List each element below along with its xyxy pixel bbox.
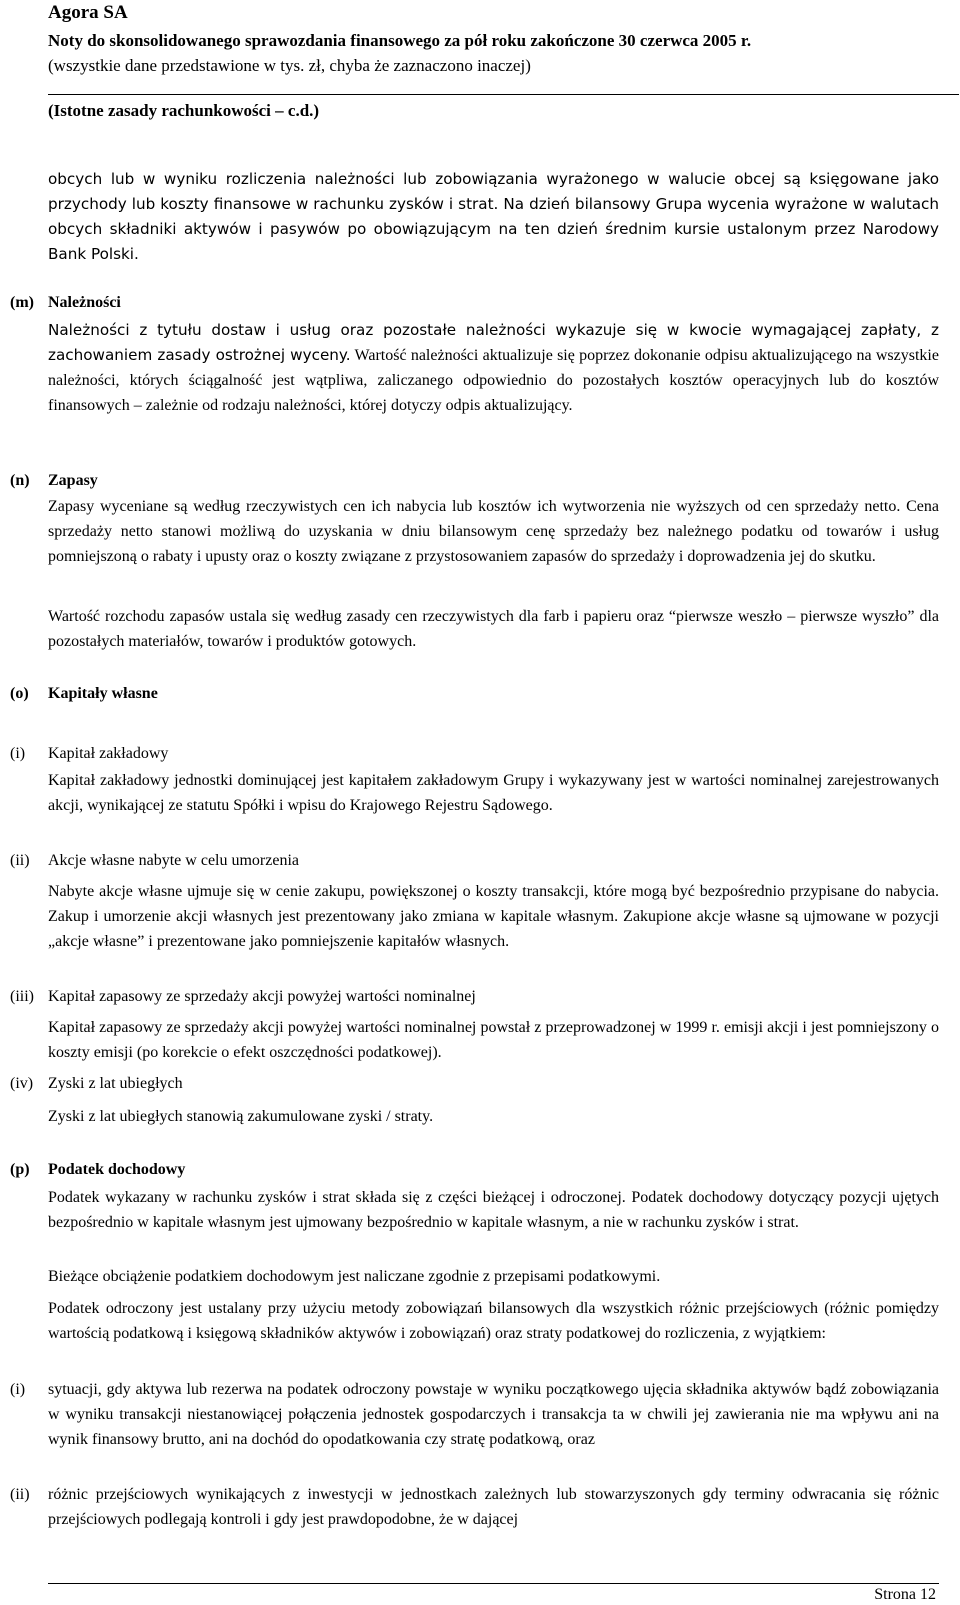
section-o-item-3-title: Kapitał zapasowy ze sprzedaży akcji powyżej wartości nominalnej [48, 988, 476, 1005]
section-p-heading: Podatek dochodowy [48, 1161, 186, 1178]
section-o-item-2-title: Akcje własne nabyte w celu umorzenia [48, 852, 300, 869]
section-o-item-1-label: (i) [10, 745, 26, 762]
section-n-paragraph-2: Wartość rozchodu zapasów ustala się według zasady cen rzeczywistych dla farb i papieru oraz “pierwsze weszło – pierwsze wyszło” dla pozostałych materiałów, towarów i produktów gotowych. [48, 608, 939, 650]
section-p-item-1-label: (i) [10, 1381, 26, 1398]
section-o-item-4-text: Zyski z lat ubiegłych stanowią zakumulowane zyski / straty. [48, 1108, 434, 1125]
section-o-item-1-title: Kapitał zakładowy [48, 745, 169, 762]
section-o-item-3-text: Kapitał zapasowy ze sprzedaży akcji powyżej wartości nominalnej powstał z przeprowadzonej w 1999 r. emisji akcji i jest pomniejszony o koszty emisji (po korekcie o efekt oszczędności podatkowej). [48, 1019, 939, 1061]
section-title: (Istotne zasady rachunkowości – c.d.) [48, 101, 320, 120]
section-o-item-1-text: Kapitał zakładowy jednostki dominującej jest kapitałem zakładowym Grupy i wykazywany jest w wartości nominalnej zarejestrowanych akcji, wynikającej ze statutu Spółki i wpisu do Krajowego Rejestru Sądowego. [48, 772, 939, 814]
section-n-heading: Zapasy [48, 472, 98, 489]
section-n-paragraph-1: Zapasy wyceniane są według rzeczywistych cen ich nabycia lub kosztów ich wytworzenia nie wyższych od cen sprzedaży netto. Cena sprzedaży netto stanowi możliwą do uzyskania w dniu bilansowym cenę sprzedaży bez należnego podatku od towarów i usług pomniejszoną o rabaty i upusty oraz o koszty związane z przystosowaniem zapasów do sprzedaży i doprowadzenia jej do skutku. [48, 498, 939, 565]
company-name: Agora SA [48, 2, 128, 23]
section-p-item-2-text: różnic przejściowych wynikających z inwestycji w jednostkach zależnych lub stowarzyszonych gdy terminy odwracania się różnic przejściowych podlegają kontroli i gdy jest prawdopodobne, że w dającej [48, 1486, 939, 1528]
document-title: Noty do skonsolidowanego sprawozdania finansowego za pół roku zakończone 30 czerwca 2005 r. [48, 31, 752, 50]
section-p-item-1-text: sytuacji, gdy aktywa lub rezerwa na podatek odroczony powstaje w wyniku początkowego ujęcia składnika aktywów bądź zobowiązania w wyniku transakcji niestanowiącej połączenia jednostek gospodarczych i transakcja ta w chwili jej zawierania nie ma wpływu ani na wynik finansowy brutto, ani na dochód do opodatkowania czy stratę podatkową, oraz [48, 1381, 939, 1448]
section-m-paragraph-part1: Należności z tytułu dostaw i usług oraz pozostałe należności wykazuje się w kwocie wymagającej zapłaty, z zachowaniem zasady ostrożnej wyceny. [48, 321, 939, 364]
section-m-paragraph [48, 318, 939, 418]
section-m-paragraph-part2: Wartość należności aktualizuje się poprzez dokonanie odpisu aktualizującego na wszystkie należności, których ściągalność jest wątpliwa, zaliczanego odpowiednio do pozostałych kosztów operacyjnych lub do kosztów finansowych – zależnie od rodzaju należności, której dotyczy odpis aktualizujący. [48, 347, 939, 414]
document-subtitle: (wszystkie dane przedstawione w tys. zł, chyba że zaznaczono inaczej) [48, 56, 531, 75]
section-p-paragraph-1: Podatek wykazany w rachunku zysków i strat składa się z części bieżącej i odroczonej. Podatek dochodowy dotyczący pozycji ujętych bezpośrednio w kapitale własnym jest ujmowany bezpośrednio w kapitale własnym, a nie w rachunku zysków i strat. [48, 1189, 939, 1231]
footer-divider [48, 1583, 939, 1584]
section-p-paragraph-2: Bieżące obciążenie podatkiem dochodowym jest naliczane zgodnie z przepisami podatkowymi. [48, 1268, 661, 1285]
section-o-item-3-label: (iii) [10, 988, 34, 1005]
section-n-label: (n) [10, 472, 30, 489]
section-m-heading: Należności [48, 294, 121, 311]
section-o-item-4-title: Zyski z lat ubiegłych [48, 1075, 183, 1092]
header-divider [48, 94, 959, 95]
section-o-item-4-label: (iv) [10, 1075, 34, 1092]
section-m-label: (m) [10, 294, 34, 311]
page-number: Strona 12 [874, 1586, 936, 1603]
intro-paragraph: obcych lub w wyniku rozliczenia należności lub zobowiązania wyrażonego w walucie obcej są księgowane jako przychody lub koszty finansowe w rachunku zysków i strat. Na dzień bilansowy Grupa wycenia wyrażone w walutach obcych składniki aktywów i pasywów po obowiązującym na ten dzień średnim kursie ustalonym przez Narodowy Bank Polski. [48, 170, 939, 263]
section-p-label: (p) [10, 1161, 30, 1178]
section-o-label: (o) [10, 685, 29, 702]
section-o-item-2-label: (ii) [10, 852, 30, 869]
section-p-item-2-label: (ii) [10, 1486, 30, 1503]
section-o-heading: Kapitały własne [48, 685, 158, 702]
section-p-paragraph-3: Podatek odroczony jest ustalany przy użyciu metody zobowiązań bilansowych dla wszystkich różnic przejściowych (różnic pomiędzy wartością podatkową i księgową składników aktywów i zobowiązań) oraz straty podatkowej do rozliczenia, z wyjątkiem: [48, 1300, 939, 1342]
section-o-item-2-text: Nabyte akcje własne ujmuje się w cenie zakupu, powiększonej o koszty transakcji, które mogą być bezpośrednio przypisane do nabycia. Zakup i umorzenie akcji własnych jest prezentowany jako zmiana w kapitale własnym. Zakupione akcje własne są ujmowane w pozycji „akcje własne” i prezentowane jako pomniejszenie kapitałów własnych. [48, 883, 939, 950]
